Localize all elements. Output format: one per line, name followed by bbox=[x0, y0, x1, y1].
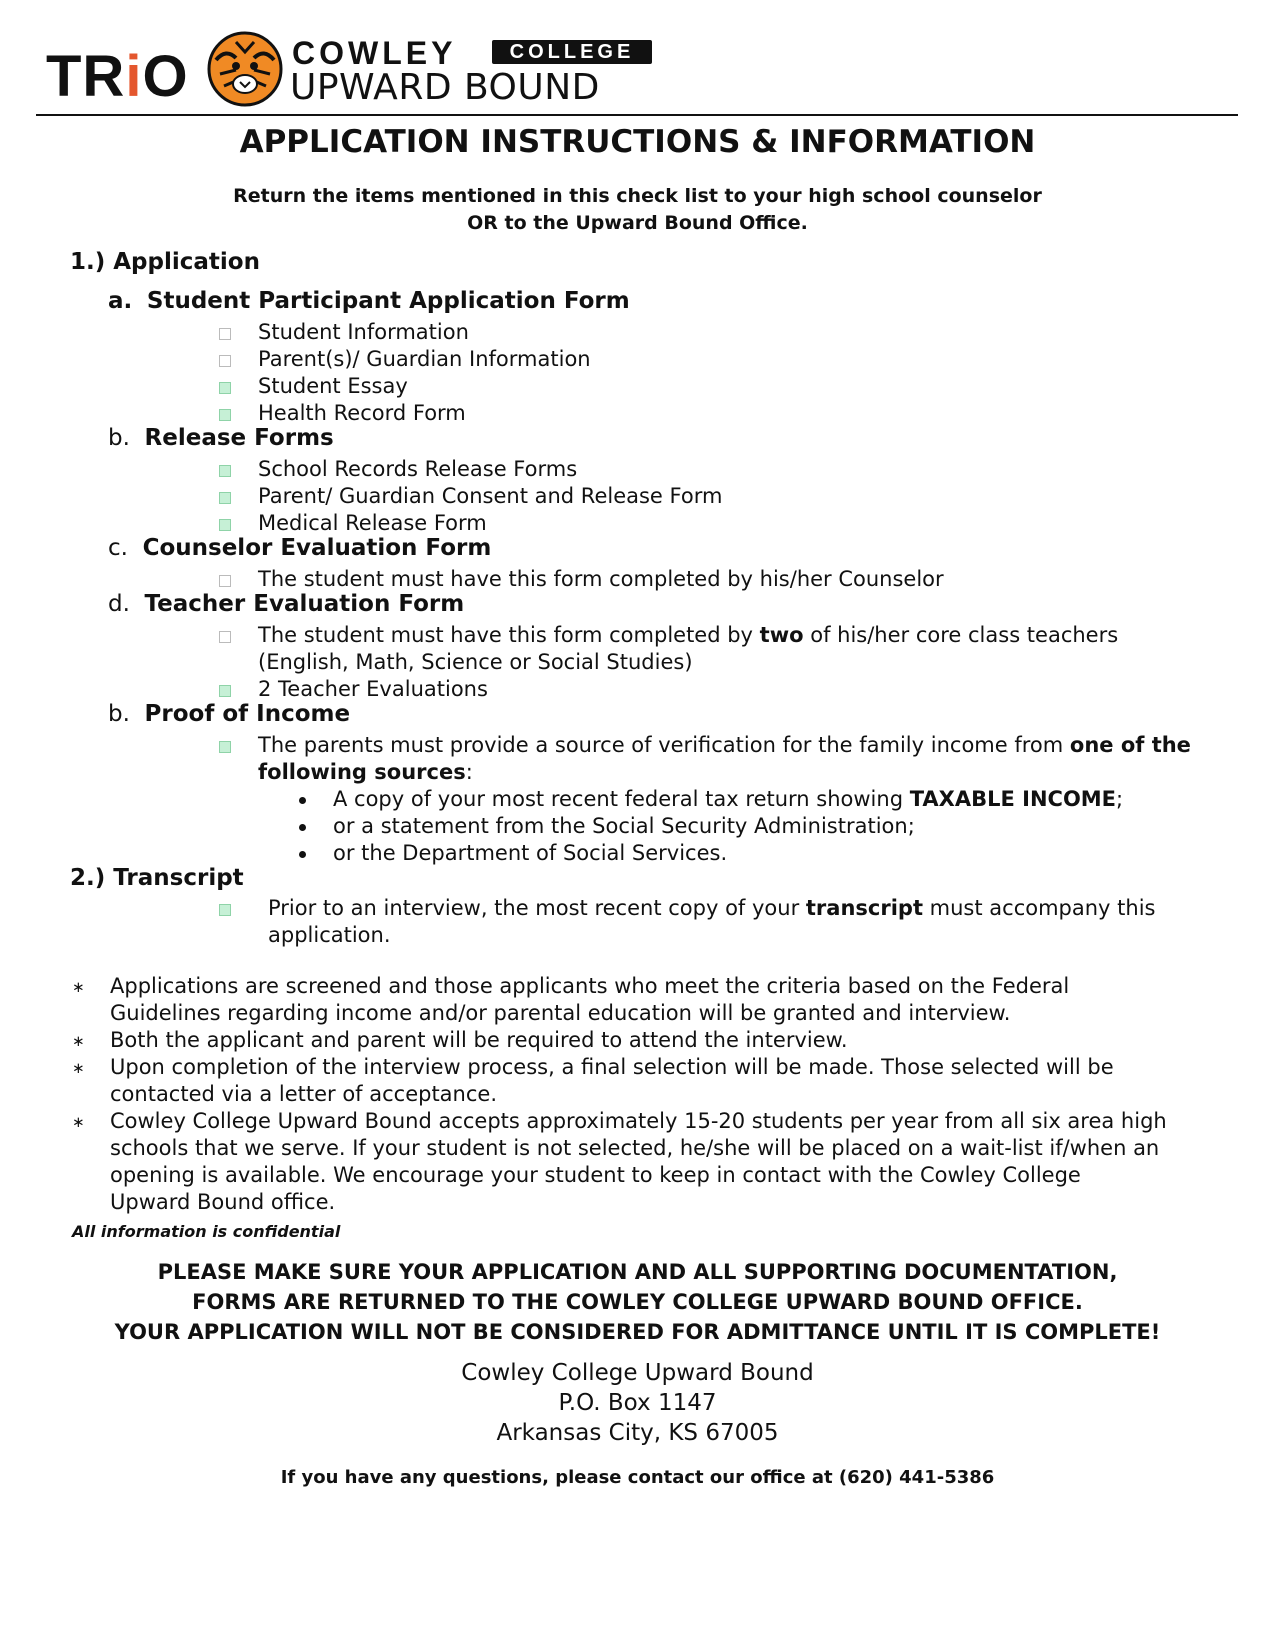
warning-line-2: FORMS ARE RETURNED TO THE COWLEY COLLEGE UPWARD BOUND OFFICE. bbox=[192, 1290, 1083, 1314]
subsection-proof-of-income: b. Proof of Income bbox=[108, 701, 351, 727]
checklist-item: School Records Release Forms bbox=[258, 457, 578, 481]
checklist-item: Parent/ Guardian Consent and Release Form bbox=[258, 484, 723, 508]
bullet bbox=[299, 797, 306, 804]
warning-line-3: YOUR APPLICATION WILL NOT BE CONSIDERED FOR ADMITTANCE UNTIL IT IS COMPLETE! bbox=[114, 1320, 1161, 1344]
checkbox[interactable] bbox=[219, 465, 231, 477]
subsection-a: a. Student Participant Application Form bbox=[108, 288, 630, 314]
page-title: APPLICATION INSTRUCTIONS & INFORMATION bbox=[239, 124, 1036, 160]
checklist-item: The student must have this form completed by two of his/her core class teachers bbox=[258, 623, 1119, 647]
warning-line-1: PLEASE MAKE SURE YOUR APPLICATION AND ALL SUPPORTING DOCUMENTATION, bbox=[157, 1260, 1118, 1284]
note-line: contacted via a letter of acceptance. bbox=[110, 1082, 497, 1106]
checklist-item: Student Essay bbox=[258, 374, 408, 398]
asterisk-bullet: ∗ bbox=[72, 1032, 85, 1050]
note-line: Upon completion of the interview process, a final selection will be made. Those selected will be bbox=[110, 1055, 1114, 1079]
transcript-item-continued: application. bbox=[268, 923, 391, 947]
note-line: Upward Bound office. bbox=[110, 1190, 336, 1214]
confidential-note: All information is confidential bbox=[72, 1222, 341, 1241]
section-application-heading: 1.) Application bbox=[70, 249, 260, 275]
checkbox[interactable] bbox=[219, 382, 231, 394]
checklist-item-continued: (English, Math, Science or Social Studies) bbox=[258, 650, 693, 674]
note-line: schools that we serve. If your student is not selected, he/she will be placed on a wait-list if/when an bbox=[110, 1136, 1160, 1160]
note-line: Applications are screened and those applicants who meet the criteria based on the Federal bbox=[110, 974, 1070, 998]
subsection-d: d. Teacher Evaluation Form bbox=[108, 591, 465, 617]
tiger-icon bbox=[206, 30, 284, 108]
checkbox[interactable] bbox=[219, 355, 231, 367]
checklist-item: Student Information bbox=[258, 320, 469, 344]
transcript-item: Prior to an interview, the most recent copy of your transcript must accompany this bbox=[268, 896, 1156, 920]
checkbox[interactable] bbox=[219, 409, 231, 421]
checkbox[interactable] bbox=[219, 904, 231, 916]
bullet bbox=[299, 851, 306, 858]
checklist-item: Medical Release Form bbox=[258, 511, 487, 535]
bullet-item: or the Department of Social Services. bbox=[333, 841, 728, 865]
bullet-item: or a statement from the Social Security Administration; bbox=[333, 814, 915, 838]
checkbox[interactable] bbox=[219, 519, 231, 531]
upward-bound-wordmark: UPWARD BOUND bbox=[290, 67, 600, 108]
section-transcript-heading: 2.) Transcript bbox=[70, 865, 244, 891]
note-line: Guidelines regarding income and/or parental education will be granted and interview. bbox=[110, 1001, 1011, 1025]
asterisk-bullet: ∗ bbox=[72, 978, 85, 996]
checklist-item-continued: following sources: bbox=[258, 760, 473, 784]
asterisk-bullet: ∗ bbox=[72, 1113, 85, 1131]
checkbox[interactable] bbox=[219, 492, 231, 504]
subsection-c: c. Counselor Evaluation Form bbox=[108, 535, 492, 561]
checkbox[interactable] bbox=[219, 575, 231, 587]
cowley-wordmark: COWLEY bbox=[292, 35, 457, 71]
checklist-item: Parent(s)/ Guardian Information bbox=[258, 347, 591, 371]
college-badge: COLLEGE bbox=[492, 40, 652, 64]
bullet bbox=[299, 824, 306, 831]
checklist-item: 2 Teacher Evaluations bbox=[258, 677, 488, 701]
contact-line: If you have any questions, please contact our office at (620) 441-5386 bbox=[280, 1467, 995, 1488]
address-line-3: Arkansas City, KS 67005 bbox=[496, 1420, 779, 1446]
checkbox[interactable] bbox=[219, 741, 231, 753]
checklist-item: Health Record Form bbox=[258, 401, 466, 425]
intro-line-1: Return the items mentioned in this check list to your high school counselor bbox=[233, 185, 1042, 207]
subsection-b: b. Release Forms bbox=[108, 425, 334, 451]
asterisk-bullet: ∗ bbox=[72, 1059, 85, 1077]
bullet-item: A copy of your most recent federal tax return showing TAXABLE INCOME; bbox=[333, 787, 1124, 811]
checkbox[interactable] bbox=[219, 631, 231, 643]
intro-line-2: OR to the Upward Bound Office. bbox=[467, 212, 808, 234]
checkbox[interactable] bbox=[219, 685, 231, 697]
address-line-1: Cowley College Upward Bound bbox=[461, 1360, 814, 1386]
trio-logo: TRiO bbox=[46, 44, 189, 109]
note-line: Cowley College Upward Bound accepts approximately 15-20 students per year from all six area high bbox=[110, 1109, 1167, 1133]
header-divider bbox=[36, 114, 1238, 116]
checklist-item: The student must have this form completed by his/her Counselor bbox=[258, 567, 944, 591]
checkbox[interactable] bbox=[219, 328, 231, 340]
note-line: opening is available. We encourage your student to keep in contact with the Cowley College bbox=[110, 1163, 1081, 1187]
checklist-item: The parents must provide a source of verification for the family income from one of the bbox=[258, 733, 1191, 757]
address-line-2: P.O. Box 1147 bbox=[558, 1390, 717, 1416]
note-line: Both the applicant and parent will be required to attend the interview. bbox=[110, 1028, 848, 1052]
